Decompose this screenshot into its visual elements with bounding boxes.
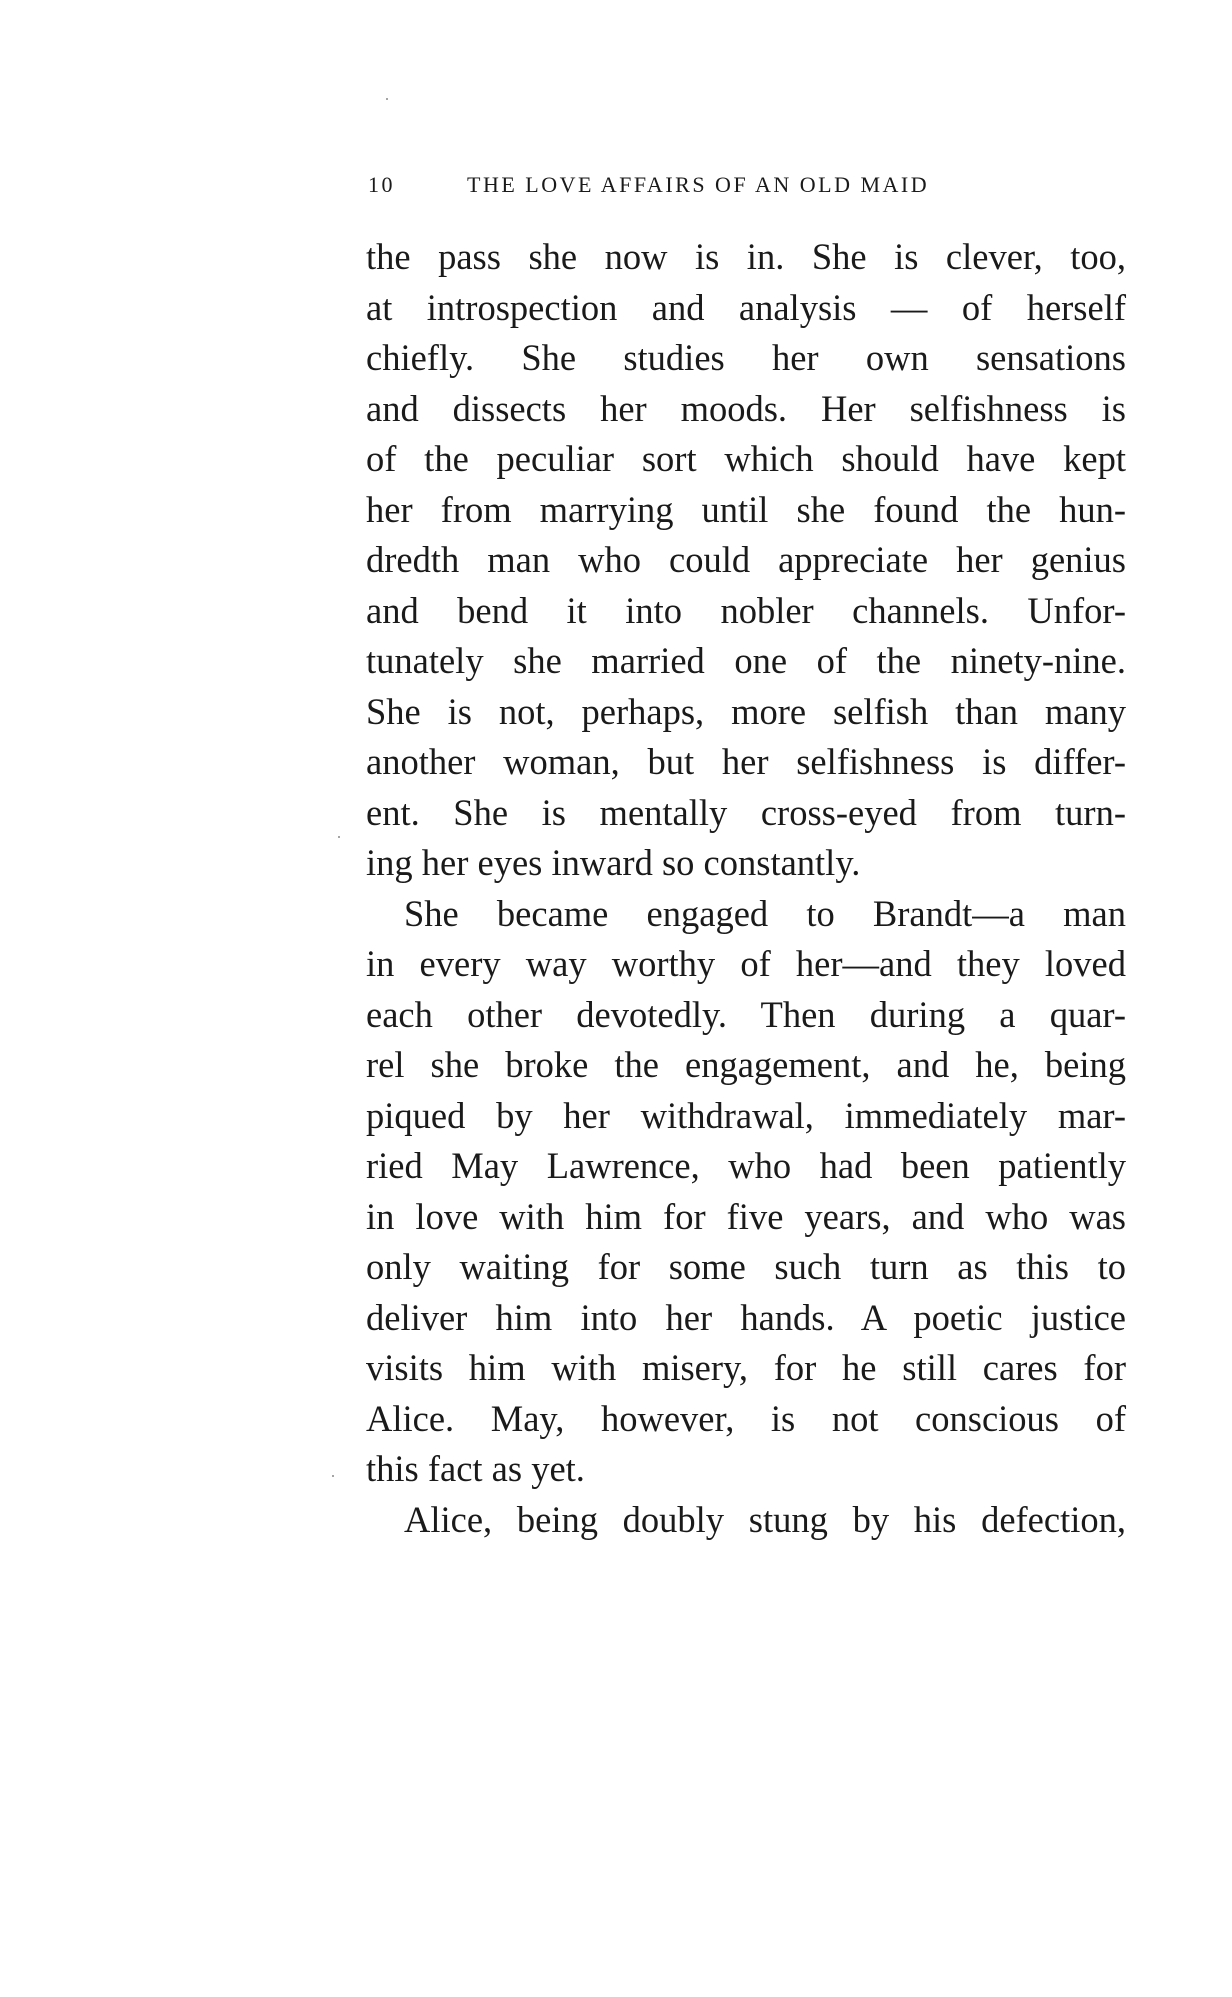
body-text (366, 232, 1126, 1545)
text-line: only waiting for some such turn as this to (366, 1246, 1126, 1287)
text-line: in every way worthy of her—and they loved (366, 943, 1126, 984)
text-line: deliver him into her hands. A poetic justice (366, 1296, 1126, 1338)
text-line: another woman, but her selfishness is differ- (366, 741, 1126, 782)
text-line: visits him with misery, for he still cares for (366, 1347, 1126, 1388)
text-line: each other devotedly. Then during a quar- (366, 993, 1126, 1035)
page-number: 10 (368, 172, 395, 197)
text-line: chiefly. She studies her own sensations (366, 337, 1126, 378)
text-line: her from marrying until she found the hun- (366, 488, 1126, 530)
text-line: the pass she now is in. She is clever, too, (366, 236, 1126, 277)
paragraph-start-line: Alice, being doubly stung by his defection, (404, 1498, 1126, 1540)
text-line: in love with him for five years, and who was (366, 1195, 1126, 1237)
text-line: She is not, perhaps, more selfish than many (366, 690, 1126, 732)
book-title-header: THE LOVE AFFAIRS OF AN OLD MAID (467, 172, 930, 197)
text-line: ent. She is mentally cross-eyed from turn- (366, 791, 1126, 833)
paragraph-end-line: ing her eyes inward so constantly. (366, 842, 861, 883)
text-line: dredth man who could appreciate her genius (366, 539, 1126, 580)
text-line: of the peculiar sort which should have kept (366, 438, 1126, 479)
paper-speck (386, 98, 388, 100)
paper-speck (338, 836, 340, 838)
text-line: at introspection and analysis — of herself (366, 286, 1126, 328)
text-line: Alice. May, however, is not conscious of (366, 1397, 1126, 1439)
paragraph-start-line: She became engaged to Brandt—a man (404, 892, 1126, 934)
text-line: tunately she married one of the ninety-nine. (366, 640, 1126, 681)
text-line: ried May Lawrence, who had been patiently (366, 1145, 1126, 1186)
paper-speck (332, 1475, 334, 1477)
text-line: rel she broke the engagement, and he, being (366, 1044, 1126, 1085)
running-head (368, 172, 1124, 200)
paragraph-end-line: this fact as yet. (366, 1448, 585, 1489)
text-line: and dissects her moods. Her selfishness is (366, 387, 1126, 429)
text-line: piqued by her withdrawal, immediately mar- (366, 1094, 1126, 1136)
text-line: and bend it into nobler channels. Unfor- (366, 589, 1126, 631)
